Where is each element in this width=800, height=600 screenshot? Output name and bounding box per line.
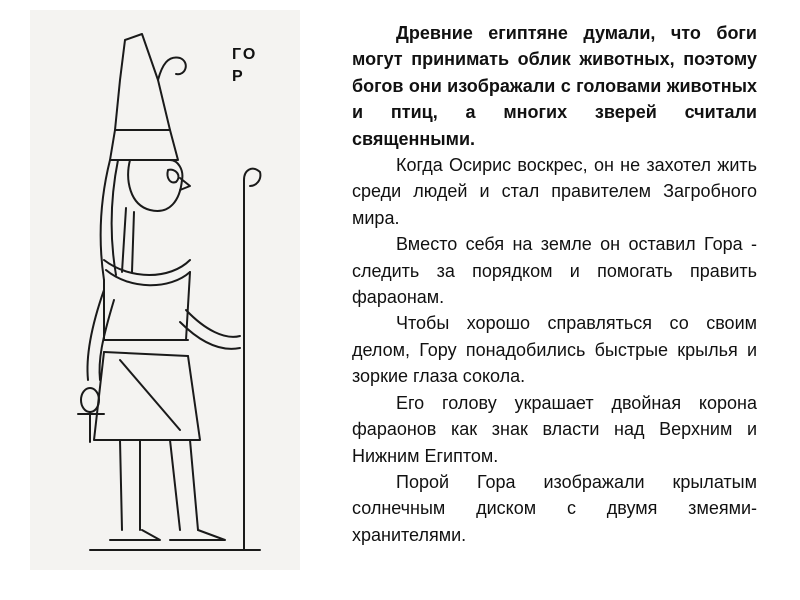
- horus-figure-icon: [30, 10, 300, 570]
- paragraph: Порой Гора изображали крылатым солнечным диском с двумя змеями-хранителями.: [352, 471, 757, 545]
- paragraph: Чтобы хорошо справляться со своим делом, Гору понадобились быстрые крылья и зоркие глаза сокола.: [352, 313, 757, 387]
- figure-label: ГОР: [232, 46, 258, 85]
- paragraph: Вместо себя на земле он оставил Гора - следить за порядком и помогать править фараонам.: [352, 234, 757, 308]
- paragraph-intro: Древние египтяне думали, что боги могут принимать облик животных, поэтому богов они изображали с головами животных и птиц, а многих зверей считали священными.: [352, 23, 757, 149]
- horus-illustration: [30, 10, 300, 570]
- text-column: [352, 20, 757, 548]
- paragraph: Его голову украшает двойная корона фараонов как знак власти над Верхним и Нижним Египтом.: [352, 392, 757, 466]
- paragraph: Когда Осирис воскрес, он не захотел жить среди людей и стал правителем Загробного мира.: [352, 155, 757, 228]
